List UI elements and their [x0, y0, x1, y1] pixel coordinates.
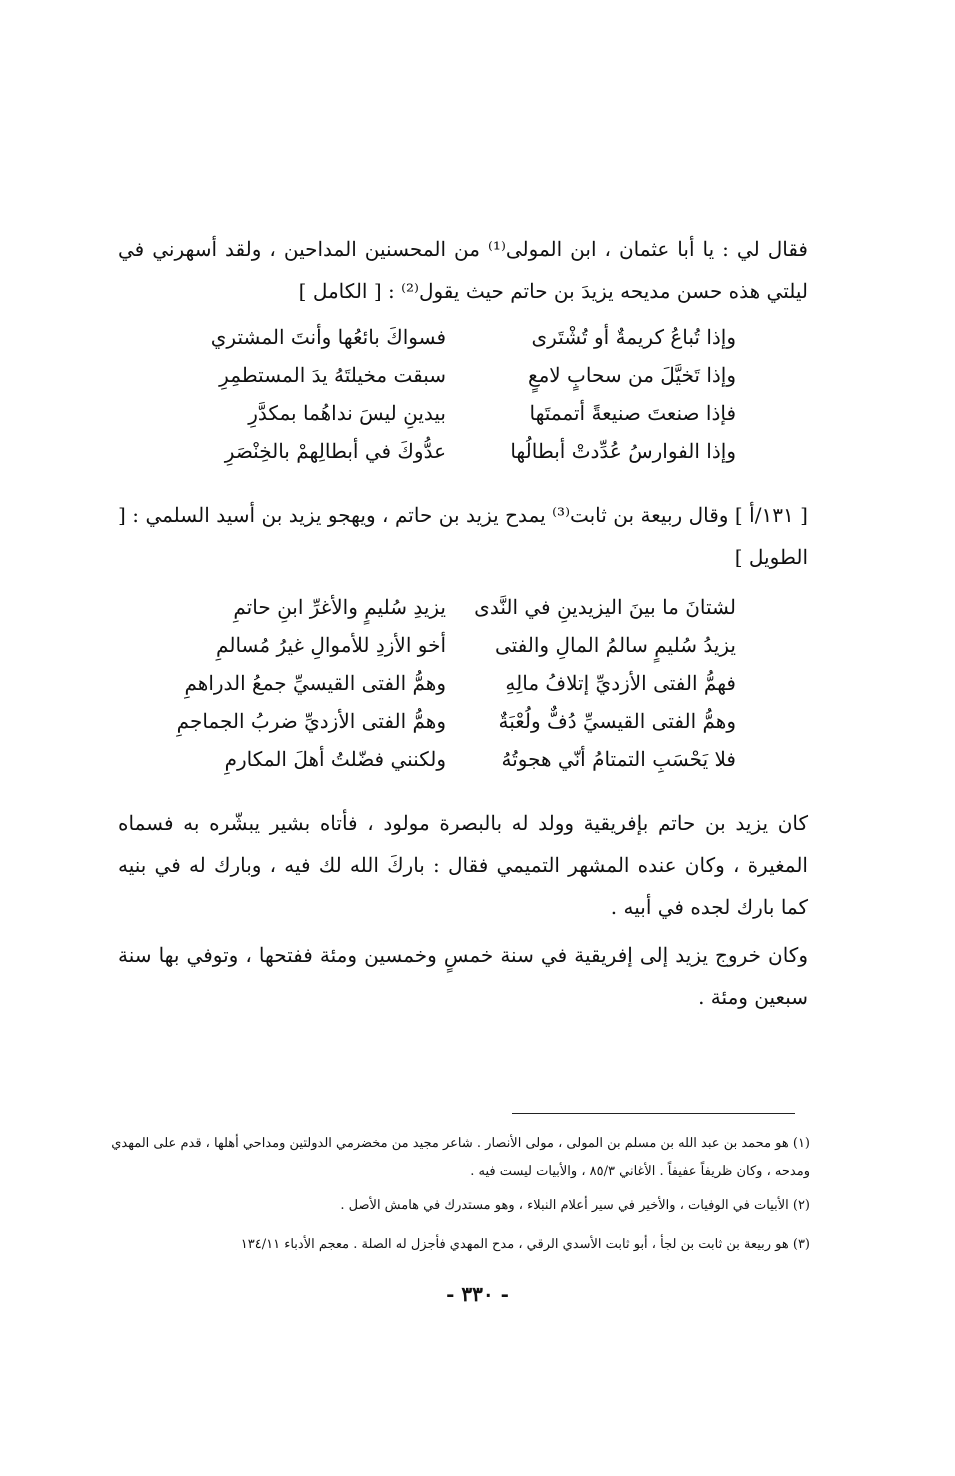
verse-first-hemistich: فإذا صنعتَ صنيعةً أتممتَها: [529, 401, 736, 425]
verse-second-hemistich: أخو الأزدِ للأموالِ غيرُ مُسالمِ: [216, 633, 446, 657]
verse-second-hemistich: فسواكَ بائعُها وأنتَ المشتري: [210, 325, 446, 349]
footnote-1: (١) هو محمد بن عبد الله بن مسلم بن المولى ، مولى الأنصار . شاعر مجيد من مخضرمي الدولتين ومداحي أهلها ، قدم على المهدي ومدحه ، وكان ظريفاً عفيفاً . الأغاني ٨٥/٣ ، والأبيات ليست فيه .: [111, 1136, 810, 1179]
verse-second-hemistich: عدُّوكَ في أبطالِهمْ بالخِنْصَرِ: [224, 439, 446, 463]
paragraph-intro: فقال لي : يا أبا عثمان ، ابن المولى⁽¹⁾ من المحسنين المداحين ، ولقد أسهرني في ليلتي هذه حسن مديحه يزيدَ بن حاتم حيث يقول⁽²⁾ : [ الكامل ]: [118, 237, 808, 303]
verse-line: [176, 318, 736, 356]
paragraph-rabia: [ ١٣١/أ ] وقال ربيعة بن ثابت⁽³⁾ يمدح يزيد بن حاتم ، ويهجو يزيد بن أسيد السلمي : [ الطويل ]: [118, 503, 808, 569]
verse-first-hemistich: يزيدُ سُليمٍ سالمُ المالِ والفتى: [494, 633, 736, 657]
verse-second-hemistich: وهمُّ الفتى القيسيِّ جمعُ الدراهمِ: [184, 671, 446, 695]
verse-line: [176, 664, 736, 702]
verse-line: [176, 356, 736, 394]
verse-second-hemistich: سبقت مخيلتَهُ يدَ المستطمِرِ: [219, 363, 446, 387]
verse-line: [176, 588, 736, 626]
paragraph-mughira: كان يزيد بن حاتم بإفريقية وولد له بالبصرة مولود ، فأتاه بشير يبشّره به فسماه المغيرة ، وكان عنده المشهر التميمي فقال : باركَ الله لك فيه ، وبارك له في بنيه كما بارك لجده في أبيه .: [118, 811, 808, 919]
verse-line: [176, 394, 736, 432]
verse-first-hemistich: وهمُّ الفتى القيسيِّ دُفٌّ ولُعْبَةٌ: [498, 709, 736, 733]
paragraph-death: وكان خروج يزيد إلى إفريقية في سنة خمسٍ وخمسين ومئة ففتحها ، وتوفي بها سنة سبعين ومئة .: [118, 943, 808, 1009]
verse-first-hemistich: وإذا تَخيَّلَ من سحابٍ لامعٍ: [527, 363, 736, 387]
footnote-3: (٣) هو ربيعة بن ثابت بن لجأ ، أبو ثابت الأسدي الرقي ، مدح المهدي فأجزل له الصلة . معجم الأدباء ١٣٤/١١: [240, 1237, 810, 1252]
verse-first-hemistich: فلا يَحْسَبِ التمتامُ أنّي هجوتُهُ: [501, 747, 736, 771]
verse-first-hemistich: وإذا الفوارسُ عُدِّدتْ أبطالُها: [510, 439, 736, 463]
verse-line: [176, 432, 736, 470]
verse-line: [176, 740, 736, 778]
footnote-2: (٢) الأبيات في الوفيات ، والأخير في سير أعلام النبلاء ، وهو مستدرك في هامش الأصل .: [340, 1198, 810, 1213]
verse-line: [176, 626, 736, 664]
verse-second-hemistich: يزيدِ سُليمٍ والأغرِّ ابنِ حاتمِ: [233, 595, 446, 619]
verse-second-hemistich: وهمُّ الفتى الأزديِّ ضربُ الجماجمِ: [176, 709, 446, 733]
verse-first-hemistich: وإذا تُباعُ كريمةٌ أو تُشْتَرى: [531, 325, 736, 349]
verse-first-hemistich: لشتانَ ما بينَ اليزيدينِ في النَّدى: [474, 595, 736, 619]
verse-line: [176, 702, 736, 740]
verse-first-hemistich: فهمُّ الفتى الأزديِّ إتلافُ مالِهِ: [505, 671, 736, 695]
verse-second-hemistich: بيدينِ ليسَ نداهُما بمكدَّرِ: [248, 401, 446, 425]
verse-second-hemistich: ولكنني فضّلتُ أهلَ المكارمِ: [224, 747, 446, 771]
footnote-divider: [512, 1113, 795, 1114]
page-number: - ٣٣٠ -: [446, 1282, 509, 1306]
